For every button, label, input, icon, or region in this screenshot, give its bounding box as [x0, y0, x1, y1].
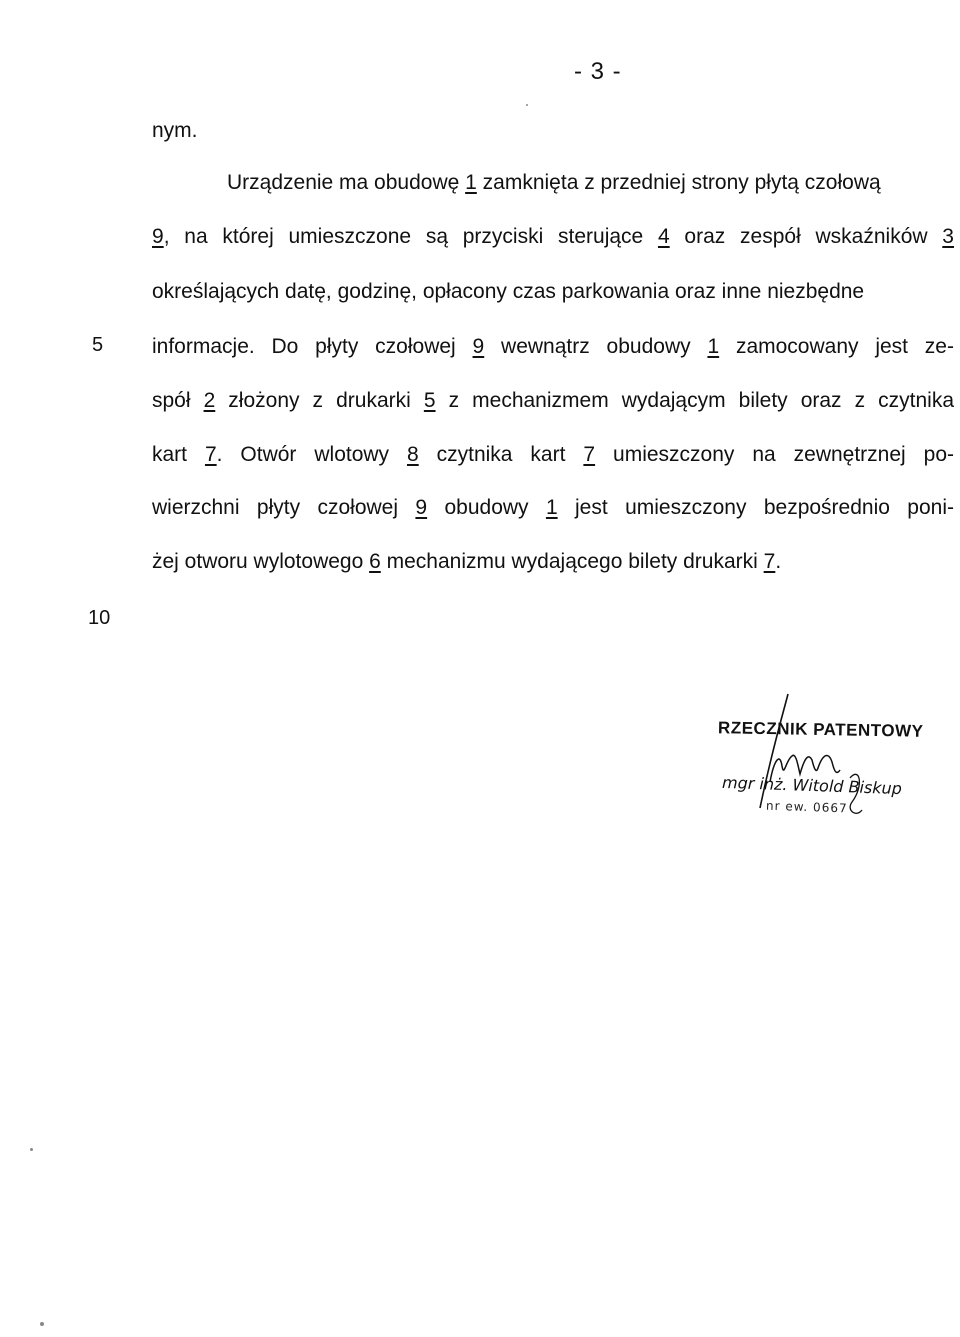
reference-numeral: 7 — [204, 443, 217, 466]
reference-numeral: 9 — [415, 496, 428, 519]
reference-numeral: 7 — [583, 443, 596, 466]
patent-attorney-stamp — [700, 690, 940, 830]
reference-numeral: 1 — [465, 171, 477, 194]
reference-numeral: 8 — [407, 443, 419, 466]
text-line-8: żej otworu wylotowego 6 mechanizmu wydającego bilety drukarki 7. — [152, 550, 782, 573]
reference-numeral: 9 — [152, 225, 164, 248]
scan-speck — [30, 1148, 33, 1151]
text-line-7: wierzchni płyty czołowej 9 obudowy 1 jest umieszczony bezpośrednio poni- — [152, 496, 955, 519]
text-line-5: spół 2 złożony z drukarki 5 z mechanizmem wydającym bilety oraz z czytnika — [152, 389, 955, 412]
reference-numeral: 9 — [472, 335, 485, 358]
text-line-4: informacje. Do płyty czołowej 9 wewnątrz obudowy 1 zamocowany jest ze- — [152, 335, 954, 358]
stamp-number: nr ew. 0667 — [765, 798, 848, 816]
reference-numeral: 6 — [369, 550, 381, 573]
text-line-6: kart 7. Otwór wlotowy 8 czytnika kart 7 umieszczony na zewnętrznej po- — [152, 443, 954, 466]
stamp-title: RZECZNIK PATENTOWY — [717, 718, 924, 741]
text-line-3: określających datę, godzinę, opłacony czas parkowania oraz inne niezbędne — [152, 280, 865, 303]
line-number-5: 5 — [92, 334, 104, 356]
handwritten-signature — [700, 690, 940, 830]
text-line-1: Urządzenie ma obudowę 1 zamknięta z przedniej strony płytą czołową — [227, 171, 881, 194]
text-line-2: 9, na której umieszczone są przyciski sterujące 4 oraz zespół wskaźników 3 — [152, 225, 954, 248]
reference-numeral: 2 — [203, 389, 216, 412]
reference-numeral: 4 — [657, 225, 670, 248]
reference-numeral: 1 — [545, 496, 558, 519]
text-line-0: nym. — [152, 119, 198, 142]
page-number: - 3 - — [574, 58, 622, 85]
line-number-10: 10 — [88, 607, 111, 629]
reference-numeral: 7 — [763, 550, 776, 573]
reference-numeral: 1 — [707, 335, 720, 358]
stamp-name: mgr inż. Witold Biskup — [721, 772, 903, 799]
reference-numeral: 5 — [423, 389, 436, 412]
reference-numeral: 3 — [942, 225, 954, 248]
scan-speck — [40, 1322, 44, 1326]
scan-speck — [526, 104, 528, 106]
